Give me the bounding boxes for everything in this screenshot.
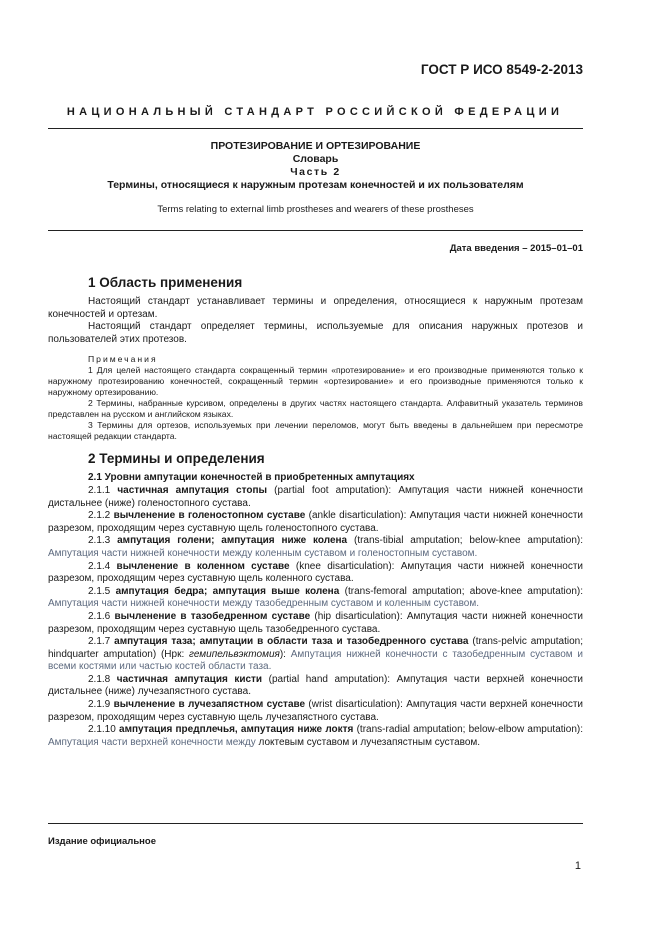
term-english: (knee disarticulation): (289, 560, 401, 572)
term-definition-part: Ампутация части верхней конечности между (48, 736, 259, 748)
term-name: вычленение в голеностопном суставе (113, 510, 306, 522)
title-part: Часть 2 (290, 166, 341, 178)
gost-code: ГОСТ Р ИСО 8549-2-2013 (420, 62, 583, 77)
term-definition: локтевым суставом и лучезапястным суставом. (258, 736, 481, 748)
intro-date: Дата введения – 2015–01–01 (449, 243, 583, 254)
top-divider (48, 128, 583, 129)
note-1: 1 Для целей настоящего стандарта сокращенный термин «протезирование» и его производные применяются только к наружному протезированию конечностей, сокращенный термин «ортезирование» и его производные применяются только к наружному ортезированию. (48, 365, 583, 398)
term-entry (48, 699, 583, 724)
term-definition: Ампутация части верхней конечности дистальнее (ниже) лучезапястного сустава. (48, 673, 583, 698)
term-english: (trans-radial amputation; below-elbow amputation): (353, 724, 584, 736)
term-name: вычленение в коленном суставе (116, 560, 290, 572)
section-1-heading: 1 Область применения (88, 275, 243, 290)
term-number: 2.1.1 (88, 484, 111, 496)
term-english: (partial foot amputation): (267, 484, 399, 496)
term-name: ампутация бедра; ампутация выше колена (115, 585, 340, 597)
title-divider (48, 230, 583, 231)
title-sub: Словарь (292, 153, 339, 165)
term-number: 2.1.3 (88, 535, 111, 547)
term-entry (48, 586, 583, 611)
title-subject: Термины, относящиеся к наружным протезам конечностей и их пользователям (107, 179, 524, 191)
term-number: 2.1.4 (88, 560, 111, 572)
term-entry (48, 485, 583, 510)
section-2-heading: 2 Термины и определения (88, 451, 265, 467)
title-main: ПРОТЕЗИРОВАНИЕ И ОРТЕЗИРОВАНИЕ (210, 140, 421, 152)
term-entry (48, 561, 583, 586)
term-number: 2.1.6 (88, 610, 111, 622)
term-entry (48, 611, 583, 636)
term-definition: Ампутация части нижней конечности разрезом, проходящим через суставную щель коленного сустава. (48, 560, 583, 585)
term-english-close: ): (279, 648, 291, 660)
term-definition: Ампутация нижней конечности с тазобедренным суставом и всеми костями или частью костей области таза. (48, 648, 584, 673)
term-name: частичная ампутация кисти (116, 673, 263, 685)
term-number: 2.1.2 (88, 510, 111, 522)
note-3: 3 Термины для ортезов, используемых при лечении переломов, могут быть введены в дальнейшем при пересмотре настоящей редакции стандарта. (48, 420, 583, 442)
term-english: (partial hand amputation): (262, 673, 397, 685)
term-entry (48, 674, 583, 699)
note-2: 2 Термины, набранные курсивом, определены в других частях настоящего стандарта. Алфавитный указатель терминов представлен на русском и английском языках. (48, 398, 583, 420)
term-entry (48, 535, 583, 560)
term-entry (48, 636, 583, 674)
national-standard-heading: НАЦИОНАЛЬНЫЙ СТАНДАРТ РОССИЙСКОЙ ФЕДЕРАЦИИ (66, 106, 564, 118)
term-definition: Ампутация части нижней конечности разрезом, проходящим через суставную щель голеностопного сустава. (48, 510, 584, 534)
term-english: (wrist disarticulation): (305, 699, 407, 711)
term-number: 2.1.8 (88, 673, 111, 685)
term-english: (trans-pelvic amputation; hindquarter amputation) (Нрк: (48, 636, 583, 660)
term-english: (ankle disarticulation): (305, 510, 410, 522)
term-name: вычленение в тазобедренном суставе (114, 610, 311, 622)
title-english: Terms relating to external limb prostheses and wearers of these prostheses (157, 204, 474, 215)
term-definition: Ампутация части нижней конечности между коленным суставом и голеностопным суставом. (48, 547, 478, 559)
term-name: частичная ампутация стопы (117, 484, 268, 496)
term-number: 2.1.7 (88, 636, 111, 648)
term-entry (48, 724, 583, 749)
term-english: (trans-femoral amputation; above-knee amputation): (339, 585, 583, 597)
term-definition: Ампутация части нижней конечности между тазобедренным суставом и коленным суставом. (48, 598, 480, 610)
term-definition: Ампутация части нижней конечности разрезом, проходящим через суставную щель тазобедренного сустава. (48, 610, 584, 635)
page-number: 1 (574, 860, 581, 872)
title-block (48, 140, 583, 216)
term-number: 2.1.9 (88, 699, 111, 711)
document-body (48, 270, 583, 749)
term-name: ампутация голени; ампутация ниже колена (117, 535, 348, 547)
term-english: (hip disarticulation): (310, 610, 407, 622)
term-definition: Ампутация части нижней конечности дистальнее (ниже) голеностопного сустава. (48, 484, 584, 509)
section-1-para-2: Настоящий стандарт определяет термины, используемые для описания наружных протезов и пользователей этих протезов. (48, 321, 583, 345)
term-definition: Ампутация части верхней конечности разрезом, проходящим через суставную щель лучезапястного сустава. (48, 699, 583, 723)
section-1-para-1: Настоящий стандарт устанавливает термины и определения, относящиеся к наружным протезам конечностей и ортезам. (48, 296, 583, 320)
term-entry (48, 510, 583, 535)
term-number: 2.1.5 (88, 585, 111, 597)
term-nrk: гемипельвэктомия (189, 648, 280, 660)
official-edition-label: Издание официальное (48, 836, 156, 847)
section-2-1-heading: 2.1 Уровни ампутации конечностей в приобретенных ампутациях (88, 472, 415, 484)
term-name: ампутация предплечья, ампутация ниже локтя (119, 724, 354, 736)
term-english: (trans-tibial amputation; below-knee amputation): (347, 535, 584, 547)
term-name: ампутация таза; ампутации в области таза и тазобедренного сустава (114, 636, 469, 648)
term-name: вычленение в лучезапястном суставе (113, 699, 306, 711)
term-number: 2.1.10 (88, 724, 116, 736)
notes-block (48, 354, 583, 442)
notes-heading: Примечания (88, 354, 158, 365)
footer-divider (48, 823, 583, 824)
